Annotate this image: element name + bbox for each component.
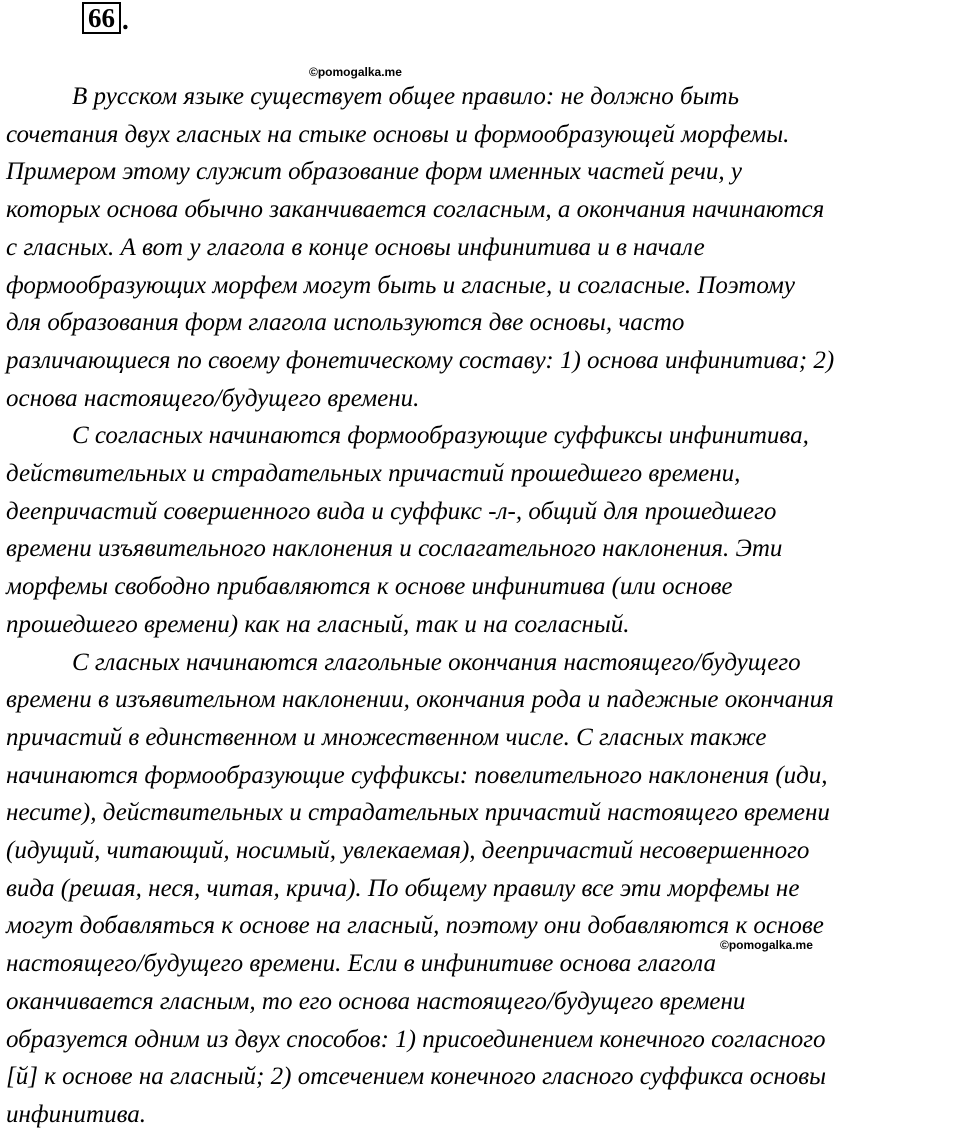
text-line: времени изъявительного наклонения и сослагательного наклонения. Эти (6, 535, 783, 563)
paragraph-1 (6, 78, 958, 417)
answer-text (6, 78, 958, 1134)
text-line: сочетания двух гласных на стыке основы и формообразующей морфемы. (6, 120, 790, 148)
text-line: образуется одним из двух способов: 1) присоединением конечного согласного (6, 1025, 826, 1053)
text-line: причастий в единственном и множественном числе. С гласных также (6, 723, 767, 751)
task-number (82, 4, 129, 34)
paragraph-2 (6, 417, 958, 643)
task-number-dot: . (122, 5, 129, 35)
text-line: для образования форм глагола используются две основы, часто (6, 309, 685, 337)
paragraph-3 (6, 644, 958, 1134)
text-line: прошедшего времени) как на гласный, так и на согласный. (6, 610, 630, 638)
text-line: настоящего/будущего времени. Если в инфинитиве основа глагола (6, 950, 717, 978)
text-line: формообразующих морфем могут быть и гласные, и согласные. Поэтому (6, 271, 795, 299)
text-line: С гласных начинаются глагольные окончания настоящего/будущего (72, 648, 801, 676)
watermark-middle: ©pomogalka.me (720, 938, 813, 952)
text-line: могут добавляться к основе на гласный, поэтому они добавляются к основе (6, 912, 824, 940)
text-line: основа настоящего/будущего времени. (6, 384, 420, 412)
text-line: Примером этому служит образование форм именных частей речи, у (6, 158, 742, 186)
text-line: вида (решая, неся, читая, крича). По общему правилу все эти морфемы не (6, 874, 800, 902)
text-line: которых основа обычно заканчивается согласным, а окончания начинаются (6, 196, 825, 224)
watermark-top: ©pomogalka.me (309, 65, 402, 79)
text-line: несите), действительных и страдательных причастий настоящего времени (6, 799, 830, 827)
text-line: В русском языке существует общее правило: не должно быть (72, 83, 739, 110)
text-line: [й] к основе на гласный; 2) отсечением конечного гласного суффикса основы (6, 1063, 827, 1091)
text-line: действительных и страдательных причастий прошедшего времени, (6, 460, 741, 488)
text-line: времени в изъявительном наклонении, окончания рода и падежные окончания (6, 686, 834, 714)
text-line: (идущий, читающий, носимый, увлекаемая), деепричастий несовершенного (6, 837, 810, 865)
task-number-box: 66 (82, 2, 121, 34)
text-line: оканчивается гласным, то его основа настоящего/будущего времени (6, 987, 746, 1015)
text-line: начинаются формообразующие суффиксы: повелительного наклонения (иди, (6, 761, 828, 789)
text-line: инфинитива. (6, 1100, 147, 1128)
text-line: С согласных начинаются формообразующие суффиксы инфинитива, (72, 422, 809, 450)
text-line: деепричастий совершенного вида и суффикс -л-, общий для прошедшего (6, 497, 777, 525)
text-line: морфемы свободно прибавляются к основе инфинитива (или основе (6, 573, 733, 601)
text-line: различающиеся по своему фонетическому составу: 1) основа инфинитива; 2) (6, 346, 835, 374)
text-line: с гласных. А вот у глагола в конце основы инфинитива и в начале (6, 233, 705, 261)
